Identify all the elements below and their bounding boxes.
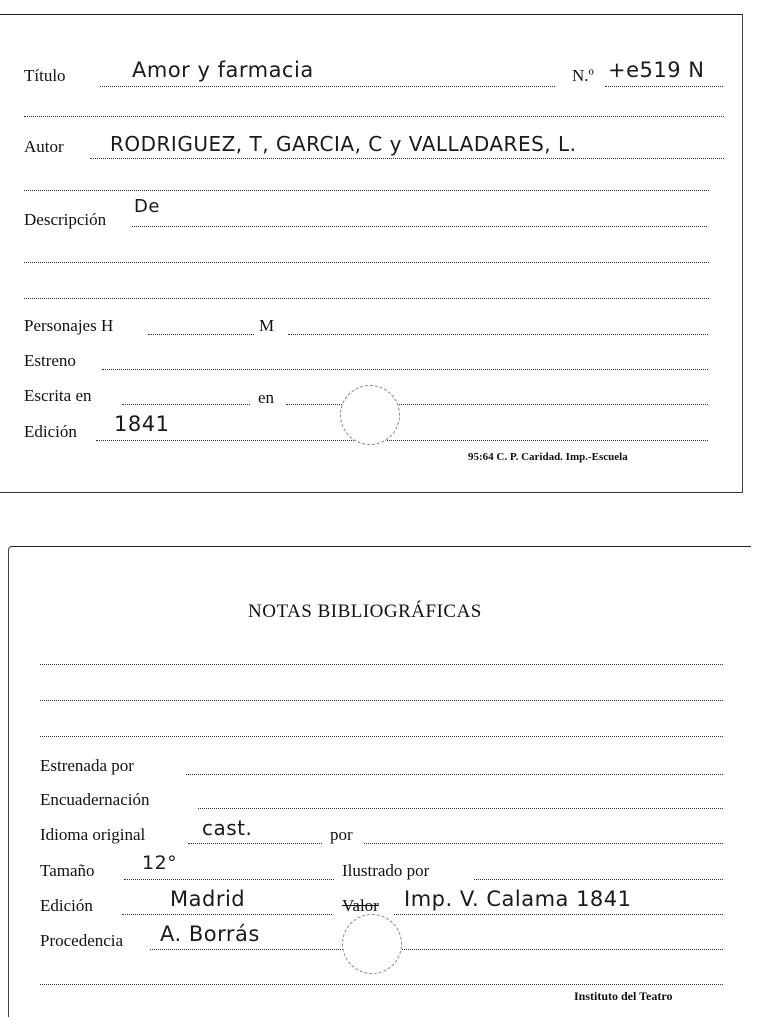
personajes-m-label: M (259, 316, 275, 335)
autor-line (90, 158, 724, 159)
personajes-label: Personajes H (24, 316, 114, 335)
notas-heading: NOTAS BIBLIOGRÁFICAS (248, 601, 482, 622)
notas-line-3 (40, 736, 723, 737)
descripcion-label: Descripción (24, 210, 107, 229)
estreno-line (102, 369, 708, 370)
edicion2-line (122, 914, 332, 915)
numero-label: N.º (572, 66, 594, 85)
titulo-line (100, 86, 555, 87)
descripcion-line (132, 226, 707, 227)
escrita-line (122, 404, 250, 405)
numero-value: +e519 N (608, 58, 705, 82)
numero-line (605, 86, 723, 87)
personajes-h-line (148, 334, 254, 335)
punch-hole-top (340, 385, 400, 445)
personajes-m-line (288, 334, 708, 335)
procedencia-line-2 (40, 984, 723, 985)
titulo-value: Amor y farmacia (132, 58, 314, 82)
estreno-label: Estreno (24, 351, 76, 370)
edicion-value: 1841 (114, 412, 170, 436)
descripcion-value: De (134, 196, 160, 217)
edicion-label: Edición (24, 422, 77, 441)
tamano-line (124, 879, 334, 880)
escrita-label: Escrita en (24, 386, 92, 405)
valor-label: Valor (342, 896, 379, 915)
notas-line-2 (40, 700, 723, 701)
separator-line (24, 116, 724, 117)
tamano-label: Tamaño (40, 861, 95, 880)
punch-hole-bottom (342, 914, 402, 974)
institute-footer: Instituto del Teatro (574, 989, 673, 1003)
tamano-value: 12° (142, 852, 178, 874)
titulo-label: Título (24, 66, 66, 85)
procedencia-label: Procedencia (40, 931, 124, 950)
autor-line-2 (24, 190, 709, 191)
valor-line (394, 914, 723, 915)
procedencia-value: A. Borrás (160, 922, 260, 946)
escrita-en-label: en (258, 388, 275, 407)
edicion2-label: Edición (40, 896, 93, 915)
edicion2-value: Madrid (170, 887, 246, 911)
ilustrado-line (474, 879, 723, 880)
por-line (364, 843, 723, 844)
card-bottom-edge (0, 492, 742, 493)
edicion-line (96, 440, 708, 441)
estrenada-line (186, 774, 723, 775)
por-label: por (330, 825, 353, 844)
notas-line-1 (40, 664, 723, 665)
valor-value: Imp. V. Calama 1841 (404, 887, 632, 911)
idioma-line (188, 843, 322, 844)
autor-value: RODRIGUEZ, T, GARCIA, C y VALLADARES, L. (110, 132, 577, 156)
estrenada-label: Estrenada por (40, 756, 134, 775)
autor-label: Autor (24, 137, 64, 156)
idioma-label: Idioma original (40, 825, 146, 844)
procedencia-line (150, 949, 723, 950)
encuadernacion-line (198, 808, 723, 809)
descripcion-line-2 (24, 262, 709, 263)
encuadernacion-label: Encuadernación (40, 790, 150, 809)
descripcion-line-3 (24, 298, 709, 299)
ilustrado-label: Ilustrado por (342, 861, 430, 880)
idioma-value: cast. (202, 816, 253, 840)
printer-note: 95:64 C. P. Caridad. Imp.-Escuela (468, 451, 628, 463)
